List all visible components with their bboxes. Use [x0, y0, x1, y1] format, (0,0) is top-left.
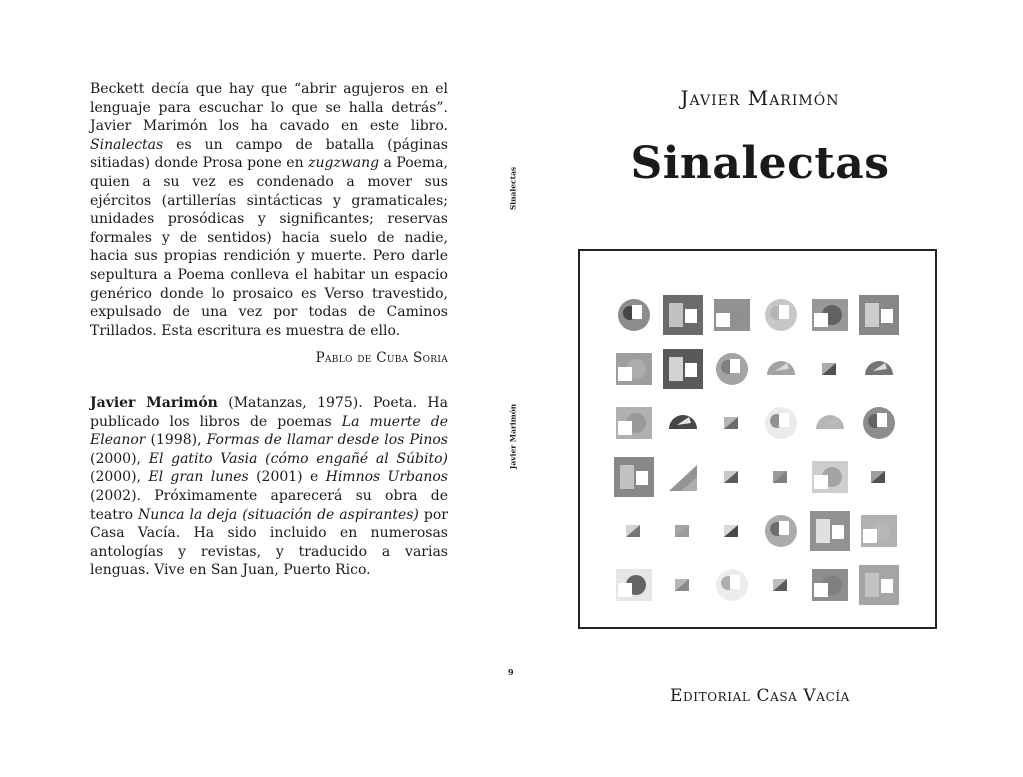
text-segment: es un campo de batalla (páginas sitiadas) donde Prosa pone en: [90, 136, 448, 172]
collage-fragment-image: [663, 295, 703, 335]
collage-tile: [810, 349, 850, 389]
text-segment: zugzwang: [308, 155, 380, 172]
collage-fragment-image: [712, 349, 752, 389]
collage-fragment-image: [761, 457, 801, 497]
text-segment: Javier Marimón: [90, 395, 218, 411]
blurb-author: Pablo de Cuba Soria: [315, 350, 448, 367]
collage-tile: [663, 511, 703, 551]
collage-fragment-image: [761, 403, 801, 443]
cover-author: Javier Marimón: [680, 86, 840, 110]
collage-tile: [712, 295, 752, 335]
collage-fragment-image: [810, 295, 850, 335]
collage-tile: [712, 457, 752, 497]
collage-fragment-image: [859, 403, 899, 443]
cover-title: Sinalectas: [630, 138, 890, 189]
spine-author: Javier Marimón: [508, 403, 518, 470]
text-segment: Himnos Urbanos: [325, 469, 448, 486]
collage-fragment-image: [761, 565, 801, 605]
text-segment: Sinalectas: [90, 136, 164, 153]
collage-fragment-image: [614, 403, 654, 443]
collage-tile: [663, 349, 703, 389]
collage-tile: [663, 565, 703, 605]
collage-fragment-image: [663, 349, 703, 389]
text-segment: Nunca la deja (situación de aspirantes): [138, 506, 419, 523]
cover-artwork-frame: [578, 249, 937, 629]
collage-tile: [859, 565, 899, 605]
text-segment: (2002). Próximamente aparecerá su obra de teatro: [90, 487, 448, 523]
collage-fragment-image: [859, 511, 899, 551]
collage-fragment-image: [712, 565, 752, 605]
text-segment: Formas de llamar desde los Pinos: [206, 432, 448, 449]
collage-fragment-image: [859, 295, 899, 335]
collage-tile: [614, 349, 654, 389]
text-segment: (1998),: [145, 432, 207, 449]
collage-fragment-image: [810, 349, 850, 389]
collage-fragment-image: [712, 457, 752, 497]
collage-fragment-image: [761, 349, 801, 389]
bio-text: [90, 394, 448, 580]
blurb-text: [90, 80, 448, 340]
collage-fragment-image: [712, 511, 752, 551]
text-segment: a Poema, quien a su vez es condenado a mover sus ejércitos (artillerías sintácticas y gramaticales; unidades prosódicas y significantes; reservas formales y de sentidos) hacia suelo de nadie, hacia sus propias rendición y muerte. Pero darle sepultura a Poema conlleva el habitar un espacio genérico donde lo prosaico es Verso travestido, expulsado de una vez por todas de Caminos Trillados. Esta escritura es muestra de ello.: [90, 155, 448, 339]
spine-title: Sinalectas: [508, 166, 518, 211]
text-segment: El gatito Vasia (cómo engañé al Súbito): [148, 450, 449, 467]
collage-fragment-image: [712, 295, 752, 335]
collage-fragment-image: [663, 565, 703, 605]
collage-tile: [614, 403, 654, 443]
text-segment: El gran lunes: [148, 469, 249, 486]
collage-fragment-image: [614, 349, 654, 389]
collage-tile: [663, 403, 703, 443]
text-segment: (Matanzas, 1975). Poeta. Ha publicado los libros de poemas: [90, 395, 448, 430]
collage-grid: [614, 295, 904, 605]
collage-fragment-image: [859, 457, 899, 497]
collage-tile: [761, 457, 801, 497]
collage-tile: [761, 349, 801, 389]
collage-tile: [712, 349, 752, 389]
author-bio: [90, 394, 448, 580]
collage-fragment-image: [810, 457, 850, 497]
collage-fragment-image: [663, 511, 703, 551]
collage-fragment-image: [614, 295, 654, 335]
collage-tile: [614, 565, 654, 605]
collage-tile: [859, 457, 899, 497]
collage-fragment-image: [761, 511, 801, 551]
collage-tile: [810, 457, 850, 497]
collage-fragment-image: [859, 565, 899, 605]
collage-tile: [810, 403, 850, 443]
collage-fragment-image: [810, 511, 850, 551]
collage-fragment-image: [614, 565, 654, 605]
collage-tile: [810, 511, 850, 551]
text-segment: (2000),: [90, 450, 149, 467]
collage-tile: [614, 511, 654, 551]
collage-fragment-image: [614, 457, 654, 497]
text-segment: (2000),: [90, 469, 149, 486]
collage-fragment-image: [614, 511, 654, 551]
collage-tile: [761, 511, 801, 551]
collage-fragment-image: [663, 457, 703, 497]
collage-fragment-image: [810, 565, 850, 605]
text-segment: La muerte de Eleanor: [90, 413, 448, 449]
text-segment: (2001) e: [248, 469, 326, 486]
collage-tile: [712, 565, 752, 605]
collage-tile: [614, 295, 654, 335]
page-number: 9: [508, 667, 514, 677]
collage-tile: [859, 511, 899, 551]
collage-tile: [614, 457, 654, 497]
text-segment: por Casa Vacía. Ha sido incluido en numerosas antologías y revistas, y traducido a varias lenguas. Vive en San Juan, Puerto Rico.: [90, 506, 448, 579]
collage-fragment-image: [810, 403, 850, 443]
collage-fragment-image: [712, 403, 752, 443]
collage-tile: [859, 295, 899, 335]
collage-tile: [761, 403, 801, 443]
collage-tile: [810, 565, 850, 605]
collage-tile: [761, 565, 801, 605]
collage-fragment-image: [663, 403, 703, 443]
cover-publisher: Editorial Casa Vacía: [670, 686, 850, 706]
collage-fragment-image: [859, 349, 899, 389]
collage-tile: [859, 349, 899, 389]
collage-fragment-image: [761, 295, 801, 335]
collage-tile: [663, 295, 703, 335]
back-cover-blurb: [90, 80, 448, 366]
collage-tile: [859, 403, 899, 443]
collage-tile: [712, 403, 752, 443]
collage-tile: [712, 511, 752, 551]
collage-tile: [663, 457, 703, 497]
text-segment: Beckett decía que hay que “abrir agujeros en el lenguaje para escuchar lo que se halla detrás”. Javier Marimón los ha cavado en este libro.: [90, 81, 448, 135]
collage-tile: [810, 295, 850, 335]
collage-tile: [761, 295, 801, 335]
